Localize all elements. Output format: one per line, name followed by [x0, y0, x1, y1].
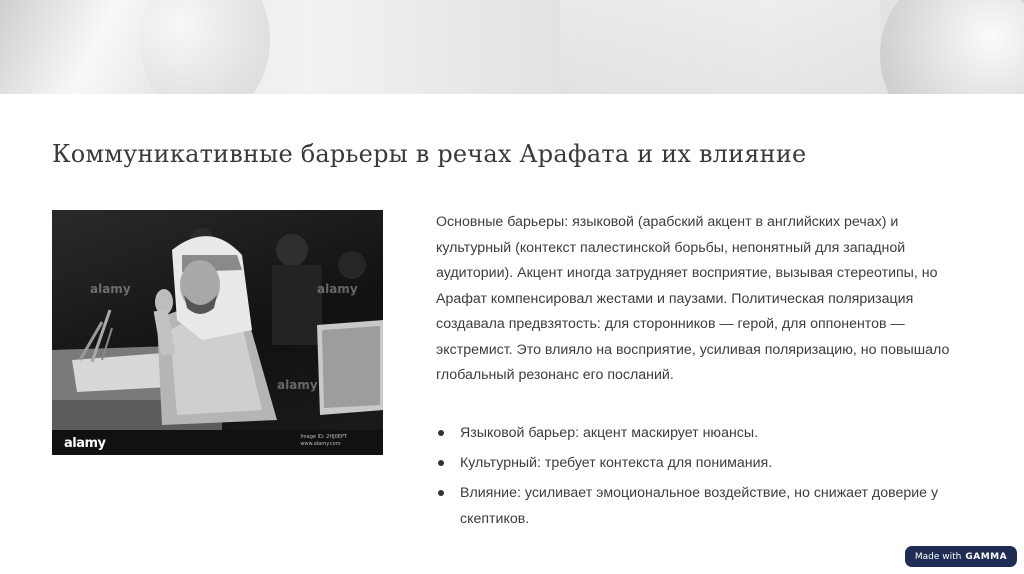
list-item	[436, 480, 976, 532]
list-item-text: Культурный: требует контекста для понимания.	[460, 455, 773, 471]
list-item	[436, 450, 976, 476]
photo-watermark: alamy	[277, 378, 318, 392]
slide-title: Коммуникативные барьеры в речах Арафата и их влияние	[52, 140, 807, 168]
speaker-photo	[52, 210, 383, 455]
alamy-logo: alamy	[64, 436, 106, 451]
made-with-gamma-badge[interactable]	[905, 546, 1017, 567]
header-banner-image	[0, 0, 1024, 94]
bullet-list	[436, 420, 976, 536]
photo-watermark: alamy	[317, 282, 358, 296]
bullet-icon	[438, 460, 444, 466]
description-paragraph: Основные барьеры: языковой (арабский акцент в английских речах) и культурный (контекст палестинской борьбы, непонятный для западной аудитории). Акцент иногда затрудняет восприятие, вызывая стереотипы, но Арафат компенсировал жестами и паузами. Политическая поляризация создавала предвзятость: для сторонников — герой, для оппонентов — экстремист. Это влияло на восприятие, усиливая поляризацию, но повышало глобальный резонанс его посланий.	[436, 214, 950, 383]
badge-prefix: Made with	[914, 551, 962, 562]
list-item-text: Языковой барьер: акцент маскирует нюансы.	[460, 425, 759, 441]
image-url: www.alamy.com	[300, 441, 341, 447]
list-item	[436, 420, 976, 446]
list-item-text: Влияние: усиливает эмоциональное воздействие, но снижает доверие у скептиков.	[460, 485, 939, 527]
bullet-icon	[438, 490, 444, 496]
photo-credit-bar	[52, 430, 383, 455]
image-id: Image ID: 2HJ0EPT	[300, 434, 347, 440]
gamma-logo: GAMMA	[965, 551, 1008, 562]
bullet-icon	[438, 430, 444, 436]
photo-watermark: alamy	[90, 282, 131, 296]
photo-credit-info	[300, 434, 347, 448]
